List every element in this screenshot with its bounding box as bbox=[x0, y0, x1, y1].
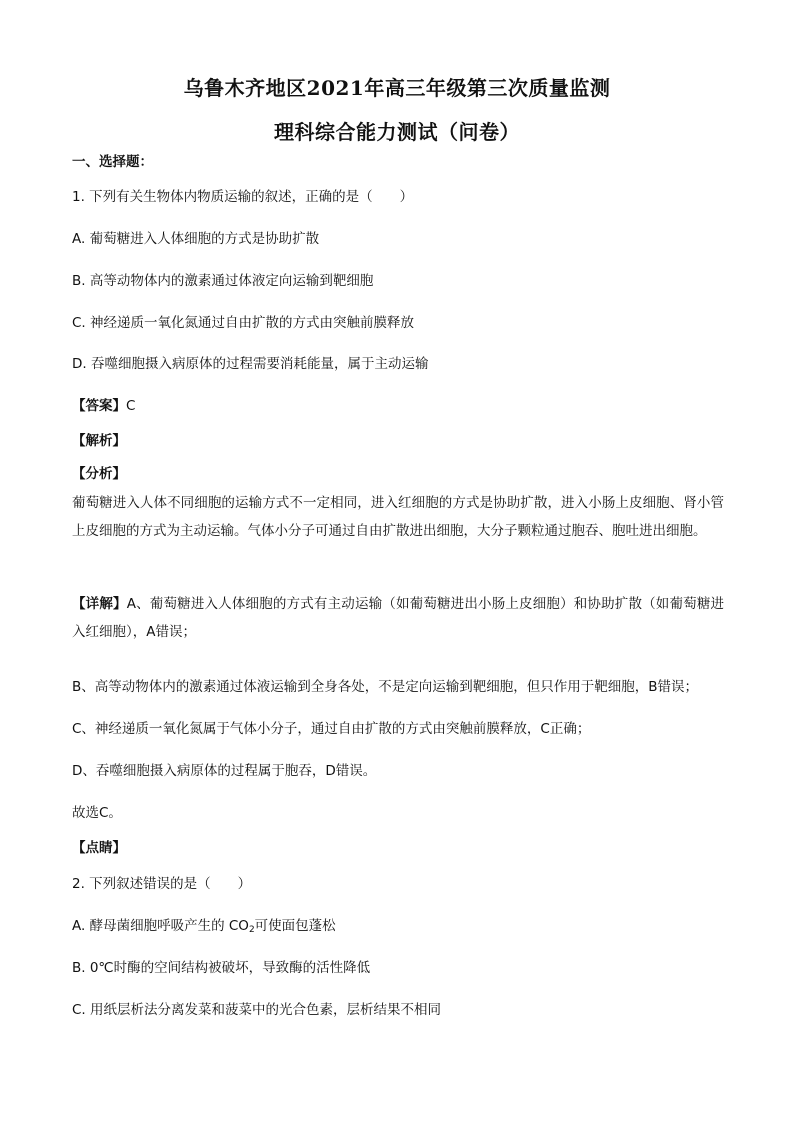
xiangjie-label: 【详解】 bbox=[72, 596, 127, 612]
question-1-option-d: D. 吞噬细胞摄入病原体的过程需要消耗能量，属于主动运输 bbox=[72, 356, 429, 372]
xiangjie-a-text: A、葡萄糖进入人体细胞的方式有主动运输（如葡萄糖进出小肠上皮细胞）和协助扩散（如葡萄糖进入红细胞），A错误； bbox=[72, 596, 725, 640]
exam-title: 乌鲁木齐地区2021年高三年级第三次质量监测 bbox=[183, 76, 611, 100]
xiangjie-c: C、神经递质一氧化氮属于气体小分子，通过自由扩散的方式由突触前膜释放，C正确； bbox=[72, 721, 591, 737]
fenxi-text: 葡萄糖进入人体不同细胞的运输方式不一定相同，进入红细胞的方式是协助扩散，进入小肠上皮细胞、肾小管上皮细胞的方式为主动运输。气体小分子可通过自由扩散进出细胞，大分子颗粒通过胞吞、胞吐进出细胞。 bbox=[72, 495, 724, 539]
xiangjie-d: D、吞噬细胞摄入病原体的过程属于胞吞，D错误。 bbox=[72, 763, 377, 779]
answer-line bbox=[72, 396, 135, 416]
option-a-pre: A. 酵母菌细胞呼吸产生的 CO bbox=[72, 918, 249, 934]
analysis-label: 【解析】 bbox=[72, 433, 126, 449]
question-1-option-a: A. 葡萄糖进入人体细胞的方式是协助扩散 bbox=[72, 231, 320, 247]
answer-value: C bbox=[126, 398, 136, 414]
question-1-option-c: C. 神经递质一氧化氮通过自由扩散的方式由突触前膜释放 bbox=[72, 315, 415, 331]
question-2-option-a bbox=[72, 916, 336, 940]
option-a-sub: 2 bbox=[248, 925, 255, 935]
xiangjie-a bbox=[72, 590, 724, 646]
question-2-stem: 2. 下列叙述错误的是（ ） bbox=[72, 876, 252, 892]
question-2-option-c: C. 用纸层析法分离发菜和菠菜中的光合色素，层析结果不相同 bbox=[72, 1002, 442, 1018]
question-1-stem: 1. 下列有关生物体内物质运输的叙述，正确的是（ ） bbox=[72, 189, 414, 205]
dianjing-label: 【点睛】 bbox=[72, 840, 126, 856]
exam-subtitle: 理科综合能力测试（问卷） bbox=[274, 120, 520, 144]
question-2-option-b: B. 0℃时酶的空间结构被破坏，导致酶的活性降低 bbox=[72, 960, 371, 976]
xiangjie-b: B、高等动物体内的激素通过体液运输到全身各处，不是定向运输到靶细胞，但只作用于靶细胞，B错误； bbox=[72, 679, 699, 695]
conclusion: 故选C。 bbox=[72, 805, 122, 821]
option-a-post: 可使面包蓬松 bbox=[254, 918, 336, 934]
question-1-option-b: B. 高等动物体内的激素通过体液定向运输到靶细胞 bbox=[72, 273, 374, 289]
fenxi-label: 【分析】 bbox=[72, 466, 126, 482]
section-heading: 一、选择题： bbox=[72, 154, 153, 170]
answer-label: 【答案】 bbox=[72, 398, 126, 414]
